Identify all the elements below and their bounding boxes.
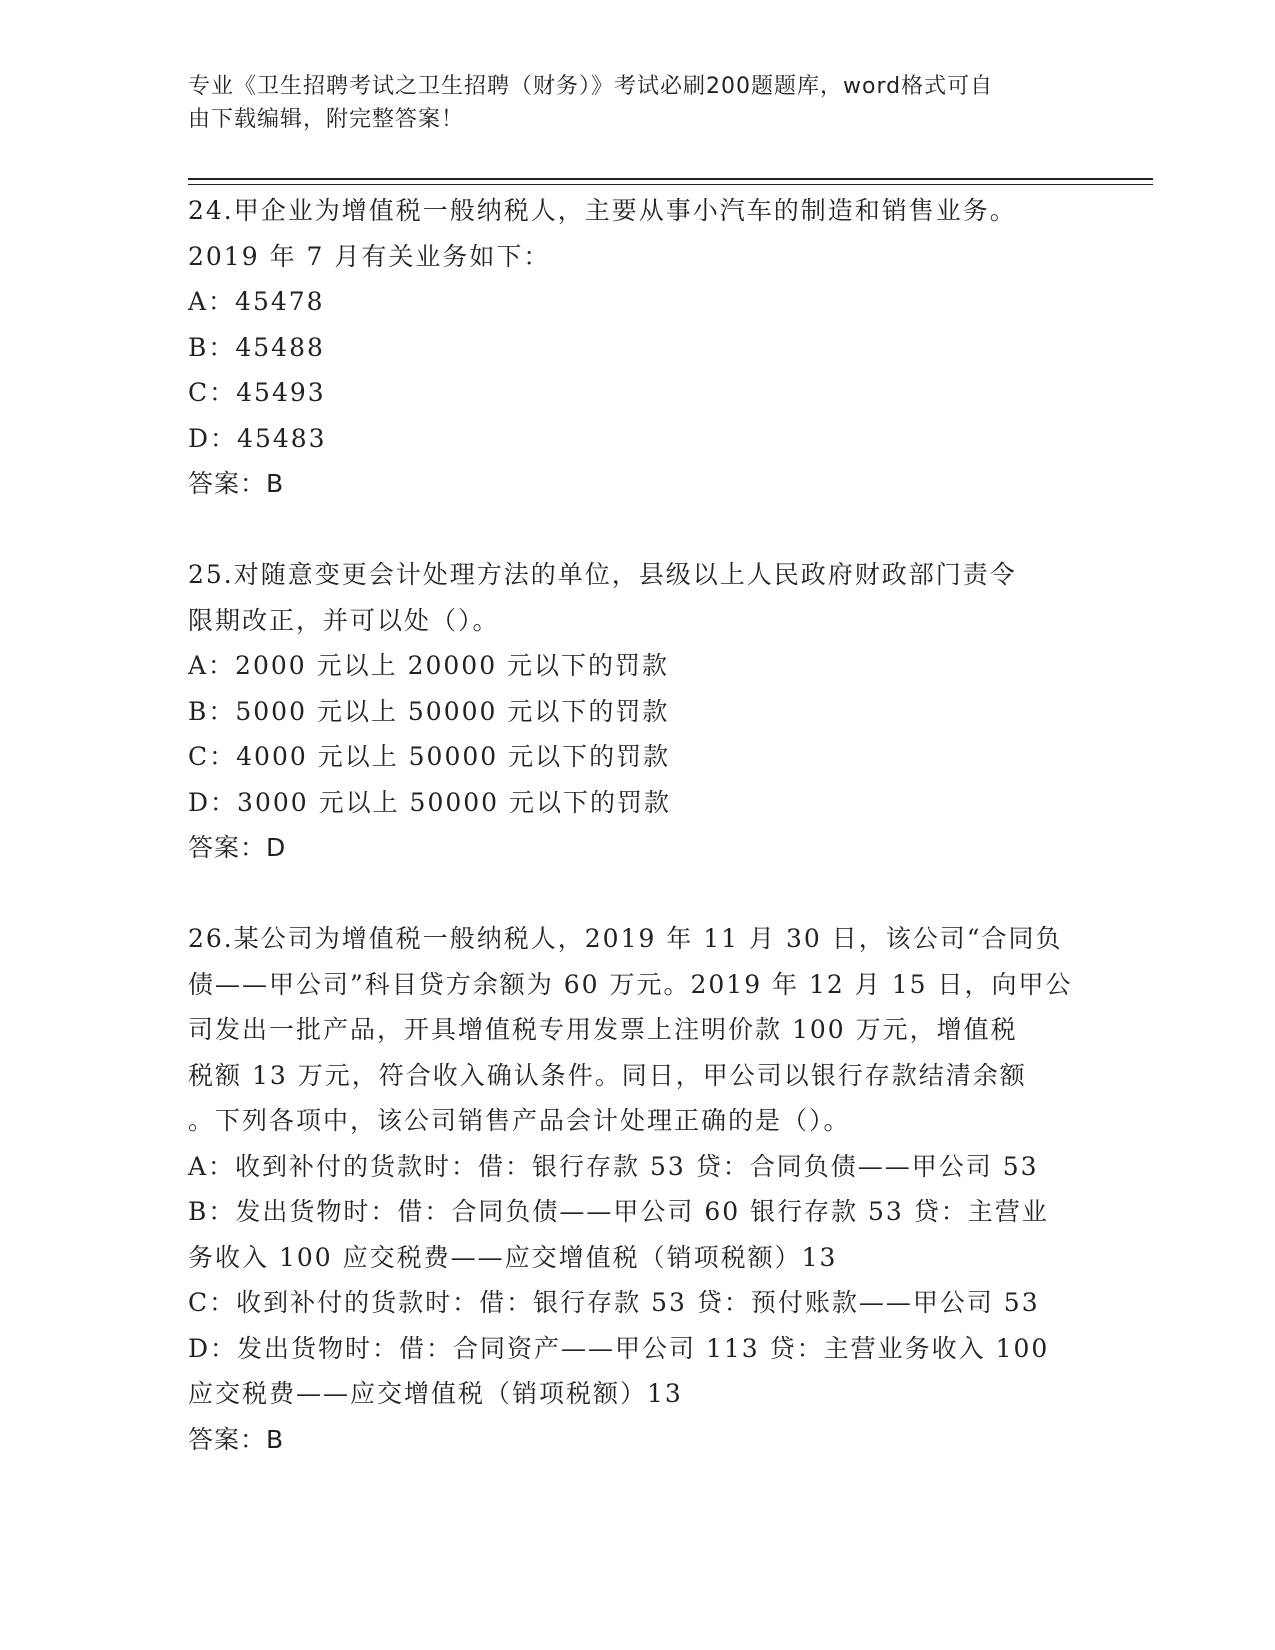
option-d: D：3000 元以上 50000 元以下的罚款 bbox=[188, 787, 672, 817]
option-a: A：收到补付的货款时：借：银行存款 53 贷：合同负债——甲公司 53 bbox=[188, 1151, 1039, 1181]
question-spacer bbox=[188, 871, 1088, 917]
question-25 bbox=[188, 552, 1088, 871]
option-b: B：发出货物时：借：合同负债——甲公司 60 银行存款 53 贷：主营业 bbox=[188, 1197, 1049, 1226]
question-24 bbox=[188, 188, 1088, 507]
header-divider-thick bbox=[188, 178, 1153, 180]
answer-line: 答案：B bbox=[188, 469, 285, 498]
option-b-continued: 务收入 100 应交税费——应交增值税（销项税额）13 bbox=[188, 1242, 838, 1272]
answer-line: 答案：B bbox=[188, 1424, 285, 1454]
option-b: B：45488 bbox=[188, 332, 325, 362]
document-header bbox=[188, 70, 1088, 136]
header-line: 由下载编辑，附完整答案！ bbox=[188, 107, 465, 132]
option-d: D：45483 bbox=[188, 423, 327, 453]
question-stem-line: 限期改正，并可以处（）。 bbox=[188, 605, 500, 635]
question-26 bbox=[188, 916, 1088, 1462]
option-a: A：45478 bbox=[188, 287, 325, 316]
question-spacer bbox=[188, 507, 1088, 553]
option-c: C：收到补付的货款时：借：银行存款 53 贷：预付账款——甲公司 53 bbox=[188, 1288, 1040, 1317]
question-stem-line: 24.甲企业为增值税一般纳税人，主要从事小汽车的制造和销售业务。 bbox=[188, 196, 1017, 225]
header-line: 专业《卫生招聘考试之卫生招聘（财务）》考试必刷200题题库，word格式可自 bbox=[188, 74, 994, 99]
option-d-continued: 应交税费——应交增值税（销项税额）13 bbox=[188, 1379, 683, 1408]
question-stem-line: 26.某公司为增值税一般纳税人，2019 年 11 月 30 日，该公司“合同负 bbox=[188, 924, 1063, 953]
question-list bbox=[188, 188, 1088, 1462]
header-divider-thin bbox=[188, 184, 1153, 185]
answer-line: 答案：D bbox=[188, 833, 287, 862]
question-stem-line: 债——甲公司”科目贷方余额为 60 万元。2019 年 12 月 15 日，向甲公 bbox=[188, 969, 1073, 999]
question-stem-line: 25.对随意变更会计处理方法的单位，县级以上人民政府财政部门责令 bbox=[188, 560, 1017, 589]
question-stem-line: 。下列各项中，该公司销售产品会计处理正确的是（）。 bbox=[188, 1106, 851, 1135]
option-d: D：发出货物时：借：合同资产——甲公司 113 贷：主营业务收入 100 bbox=[188, 1333, 1050, 1363]
question-stem-line: 司发出一批产品，开具增值税专用发票上注明价款 100 万元，增值税 bbox=[188, 1015, 1018, 1044]
option-a: A：2000 元以上 20000 元以下的罚款 bbox=[188, 651, 670, 680]
question-stem-line: 2019 年 7 月有关业务如下： bbox=[188, 241, 551, 271]
option-c: C：45493 bbox=[188, 378, 326, 407]
option-b: B：5000 元以上 50000 元以下的罚款 bbox=[188, 696, 670, 726]
option-c: C：4000 元以上 50000 元以下的罚款 bbox=[188, 742, 671, 771]
question-stem-line: 税额 13 万元，符合收入确认条件。同日，甲公司以银行存款结清余额 bbox=[188, 1060, 1027, 1090]
